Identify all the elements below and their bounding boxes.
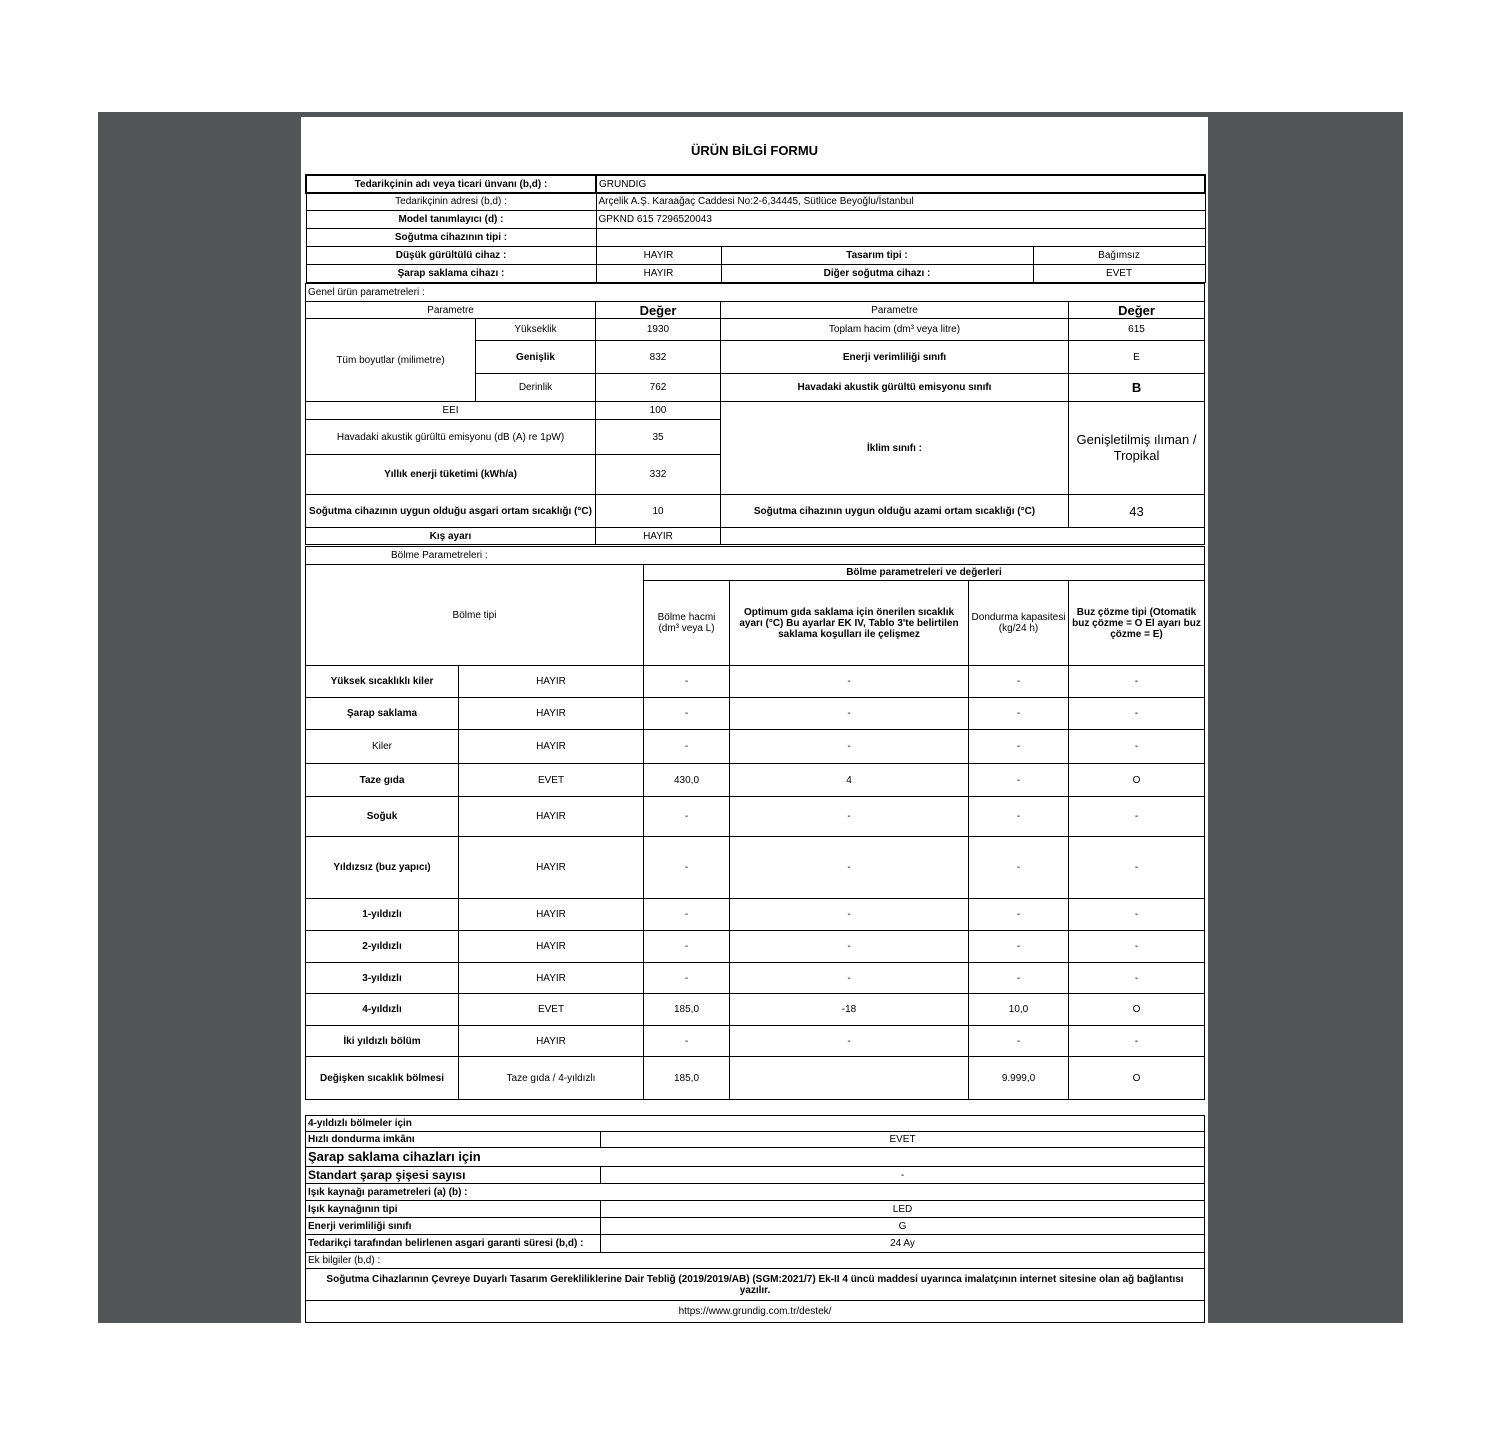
- compartment-defrost-type: -: [1069, 666, 1205, 698]
- compartment-row: [306, 666, 1205, 698]
- design-type-label: Tasarım tipi :: [721, 246, 1033, 264]
- other-appliance-value: EVET: [1033, 264, 1205, 282]
- compartment-freezing-capacity: -: [969, 764, 1069, 797]
- compartment-defrost-type: -: [1069, 730, 1205, 764]
- compartment-volume: -: [644, 931, 730, 963]
- light-type-label: Işık kaynağının tipi: [306, 1201, 601, 1218]
- compartment-defrost-type: -: [1069, 931, 1205, 963]
- compartment-name: Şarap saklama: [306, 698, 459, 730]
- compartment-present: HAYIR: [459, 698, 644, 730]
- freezing-capacity-header: Dondurma kapasitesi (kg/24 h): [969, 581, 1069, 666]
- compartment-freezing-capacity: -: [969, 666, 1069, 698]
- four-star-heading: 4-yıldızlı bölmeler için: [306, 1116, 1205, 1132]
- appliance-type-value: [596, 228, 1205, 246]
- min-temp-label: Soğutma cihazının uygun olduğu asgari ortam sıcaklığı (°C): [306, 495, 596, 528]
- low-noise-label: Düşük gürültülü cihaz :: [306, 246, 596, 264]
- light-heading: Işık kaynağı parametreleri (a) (b) :: [306, 1184, 1205, 1201]
- winter-setting-label: Kış ayarı: [306, 528, 596, 545]
- compartment-row: [306, 899, 1205, 931]
- compartment-row: [306, 730, 1205, 764]
- compartment-volume: 430,0: [644, 764, 730, 797]
- compartment-name: Taze gıda: [306, 764, 459, 797]
- eei-label: EEI: [306, 402, 596, 420]
- compartment-name: Soğuk: [306, 797, 459, 837]
- energy-class-label: Enerji verimliliği sınıfı: [721, 341, 1069, 374]
- compartment-present: HAYIR: [459, 963, 644, 994]
- value-header-2: Değer: [1069, 302, 1205, 319]
- warranty-label: Tedarikçi tarafından belirlenen asgari garanti süresi (b,d) :: [306, 1235, 601, 1253]
- compartment-name: 3-yıldızlı: [306, 963, 459, 994]
- compartment-temp: -: [730, 698, 969, 730]
- wine-storage-value: HAYIR: [596, 264, 721, 282]
- regulation-note: Soğutma Cihazlarının Çevreye Duyarlı Tasarım Gerekliliklerine Dair Tebliğ (2019/2019/AB) (SGM:2021/7) Ek-II 4 üncü maddesi uyarınca imalatçının internet sitesine olan ağ bağlantısı yazılır.: [306, 1269, 1205, 1301]
- annual-energy-value: 332: [596, 455, 721, 495]
- appliance-type-label: Soğutma cihazının tipi :: [306, 228, 596, 246]
- compartment-row: [306, 1026, 1205, 1057]
- compartment-volume: -: [644, 666, 730, 698]
- wine-storage-label: Şarap saklama cihazı :: [306, 264, 596, 282]
- compartment-present: HAYIR: [459, 797, 644, 837]
- compartment-row: [306, 837, 1205, 899]
- total-volume-label: Toplam hacim (dm³ veya litre): [721, 319, 1069, 341]
- compartment-temp: [730, 1057, 969, 1100]
- eei-value: 100: [596, 402, 721, 420]
- compartment-volume: -: [644, 899, 730, 931]
- compartment-temp: -: [730, 837, 969, 899]
- max-temp-label: Soğutma cihazının uygun olduğu azami ortam sıcaklığı (°C): [721, 495, 1069, 528]
- compartment-freezing-capacity: -: [969, 931, 1069, 963]
- compartment-freezing-capacity: -: [969, 899, 1069, 931]
- compartment-name: İki yıldızlı bölüm: [306, 1026, 459, 1057]
- compartment-freezing-capacity: -: [969, 698, 1069, 730]
- warranty-value: 24 Ay: [601, 1235, 1205, 1253]
- compartment-temp: -: [730, 1026, 969, 1057]
- light-class-value: G: [601, 1218, 1205, 1235]
- compartment-temp: -18: [730, 994, 969, 1026]
- compartment-present: Taze gıda / 4-yıldızlı: [459, 1057, 644, 1100]
- compartment-row: [306, 1057, 1205, 1100]
- extra-info-label: Ek bilgiler (b,d) :: [306, 1253, 1205, 1269]
- other-appliance-label: Diğer soğutma cihazı :: [721, 264, 1033, 282]
- compartment-volume: -: [644, 797, 730, 837]
- fast-freeze-value: EVET: [601, 1132, 1205, 1148]
- param-header-2: Parametre: [721, 302, 1069, 319]
- footer-table: [305, 1115, 1205, 1323]
- model-label: Model tanımlayıcı (d) :: [306, 210, 596, 228]
- compartment-defrost-type: -: [1069, 698, 1205, 730]
- dimensions-label: Tüm boyutlar (milimetre): [306, 319, 476, 402]
- compartment-present: HAYIR: [459, 899, 644, 931]
- compartment-present: HAYIR: [459, 837, 644, 899]
- energy-class-value: E: [1069, 341, 1205, 374]
- compartment-temp: 4: [730, 764, 969, 797]
- compartment-freezing-capacity: -: [969, 797, 1069, 837]
- compartment-volume: 185,0: [644, 994, 730, 1026]
- climate-class-value: Genişletilmiş ılıman / Tropikal: [1069, 402, 1205, 495]
- compartment-row: [306, 994, 1205, 1026]
- light-type-value: LED: [601, 1201, 1205, 1218]
- compartment-group-header: Bölme parametreleri ve değerleri: [644, 565, 1205, 581]
- supplier-table: [305, 174, 1206, 283]
- compartment-name: Yıldızsız (buz yapıcı): [306, 837, 459, 899]
- compartment-freezing-capacity: -: [969, 963, 1069, 994]
- defrost-type-header: Buz çözme tipi (Otomatik buz çözme = O El ayarı buz çözme = E): [1069, 581, 1205, 666]
- compartment-defrost-type: -: [1069, 899, 1205, 931]
- compartment-present: HAYIR: [459, 666, 644, 698]
- light-class-label: Enerji verimliliği sınıfı: [306, 1218, 601, 1235]
- value-header: Değer: [596, 302, 721, 319]
- noise-level-label: Havadaki akustik gürültü emisyonu (dB (A) re 1pW): [306, 420, 596, 455]
- compartment-name: Yüksek sıcaklıklı kiler: [306, 666, 459, 698]
- compartment-defrost-type: -: [1069, 797, 1205, 837]
- compartment-freezing-capacity: -: [969, 730, 1069, 764]
- compartment-temp: -: [730, 963, 969, 994]
- compartment-defrost-type: -: [1069, 837, 1205, 899]
- supplier-name-label: Tedarikçinin adı veya ticari ünvanı (b,d) :: [306, 175, 596, 193]
- general-heading: Genel ürün parametreleri :: [306, 284, 1205, 302]
- compartment-temp: -: [730, 797, 969, 837]
- compartment-row: [306, 931, 1205, 963]
- compartment-row: [306, 963, 1205, 994]
- depth-label: Derinlik: [476, 374, 596, 402]
- compartment-present: HAYIR: [459, 931, 644, 963]
- form-title: ÜRÜN BİLGİ FORMU: [690, 143, 819, 158]
- support-link[interactable]: https://www.grundig.com.tr/destek/: [306, 1301, 1205, 1323]
- compartment-volume: 185,0: [644, 1057, 730, 1100]
- compartment-volume: -: [644, 1026, 730, 1057]
- compartment-row: [306, 797, 1205, 837]
- compartment-defrost-type: O: [1069, 764, 1205, 797]
- model-value: GPKND 615 7296520043: [596, 210, 1205, 228]
- param-header: Parametre: [306, 302, 596, 319]
- compartment-row: [306, 764, 1205, 797]
- compartment-name: 4-yıldızlı: [306, 994, 459, 1026]
- general-parameters-table: [305, 283, 1205, 545]
- supplier-address-value: Arçelik A.Ş. Karaağaç Caddesi No:2-6,34445, Sütlüce Beyoğlu/İstanbul: [596, 193, 1205, 210]
- depth-value: 762: [596, 374, 721, 402]
- climate-class-label: İklim sınıfı :: [721, 402, 1069, 495]
- noise-level-value: 35: [596, 420, 721, 455]
- compartment-name: Kiler: [306, 730, 459, 764]
- compartment-freezing-capacity: 10,0: [969, 994, 1069, 1026]
- compartment-freezing-capacity: -: [969, 837, 1069, 899]
- compartment-defrost-type: -: [1069, 963, 1205, 994]
- compartment-volume: -: [644, 963, 730, 994]
- document-page: [301, 117, 1208, 1323]
- compartment-defrost-type: O: [1069, 1057, 1205, 1100]
- annual-energy-label: Yıllık enerji tüketimi (kWh/a): [306, 455, 596, 495]
- compartment-name: Değişken sıcaklık bölmesi: [306, 1057, 459, 1100]
- width-value: 832: [596, 341, 721, 374]
- compartment-present: EVET: [459, 994, 644, 1026]
- compartment-volume: -: [644, 698, 730, 730]
- bottles-value: -: [601, 1167, 1205, 1184]
- wine-heading: Şarap saklama cihazları için: [306, 1148, 1205, 1167]
- low-noise-value: HAYIR: [596, 246, 721, 264]
- compartments-heading: Bölme Parametreleri :: [306, 547, 1205, 565]
- total-volume-value: 615: [1069, 319, 1205, 341]
- bottles-label: Standart şarap şişesi sayısı: [306, 1167, 601, 1184]
- supplier-name-value: GRUNDIG: [596, 175, 1205, 193]
- min-temp-value: 10: [596, 495, 721, 528]
- design-type-value: Bağımsız: [1033, 246, 1205, 264]
- compartment-present: HAYIR: [459, 730, 644, 764]
- compartment-temp-header: Optimum gıda saklama için önerilen sıcaklık ayarı (°C) Bu ayarlar EK IV, Tablo 3'te belirtilen saklama koşulları ile çelişmez: [730, 581, 969, 666]
- fast-freeze-label: Hızlı dondurma imkânı: [306, 1132, 601, 1148]
- max-temp-value: 43: [1069, 495, 1205, 528]
- compartment-defrost-type: O: [1069, 994, 1205, 1026]
- noise-class-label: Havadaki akustik gürültü emisyonu sınıfı: [721, 374, 1069, 402]
- noise-class-value: B: [1069, 374, 1205, 402]
- width-label: Genişlik: [476, 341, 596, 374]
- winter-setting-value: HAYIR: [596, 528, 721, 545]
- compartment-temp: -: [730, 931, 969, 963]
- compartment-present: EVET: [459, 764, 644, 797]
- compartment-name: 1-yıldızlı: [306, 899, 459, 931]
- compartment-name: 2-yıldızlı: [306, 931, 459, 963]
- compartment-temp: -: [730, 666, 969, 698]
- height-label: Yükseklik: [476, 319, 596, 341]
- compartment-volume-header: Bölme hacmi (dm³ veya L): [644, 581, 730, 666]
- compartment-present: HAYIR: [459, 1026, 644, 1057]
- compartment-volume: -: [644, 730, 730, 764]
- height-value: 1930: [596, 319, 721, 341]
- compartment-freezing-capacity: 9.999,0: [969, 1057, 1069, 1100]
- compartment-freezing-capacity: -: [969, 1026, 1069, 1057]
- compartment-defrost-type: -: [1069, 1026, 1205, 1057]
- compartment-row: [306, 698, 1205, 730]
- compartments-table: [305, 546, 1205, 1100]
- compartment-type-header: Bölme tipi: [306, 565, 644, 666]
- compartment-temp: -: [730, 730, 969, 764]
- compartment-temp: -: [730, 899, 969, 931]
- supplier-address-label: Tedarikçinin adresi (b,d) :: [306, 193, 596, 210]
- compartment-volume: -: [644, 837, 730, 899]
